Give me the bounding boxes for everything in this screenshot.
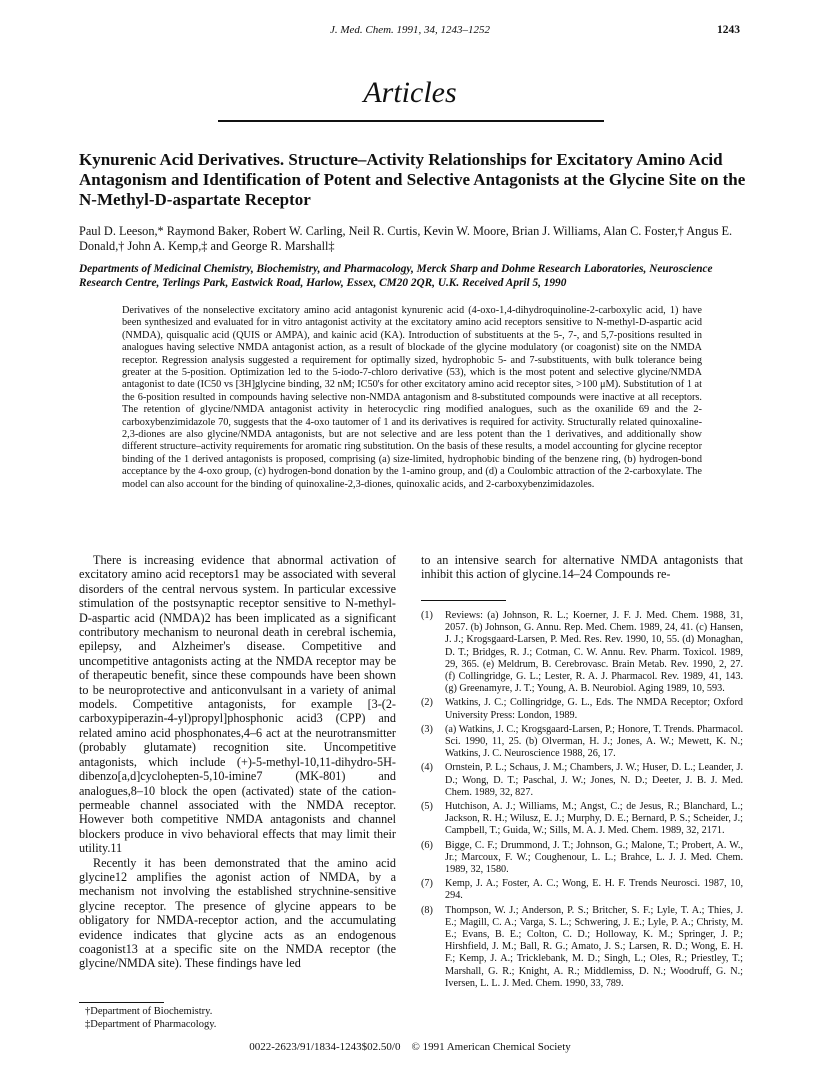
body-column-right: [421, 553, 743, 582]
footnote-divider: [79, 1002, 164, 1003]
reference-item: [421, 610, 743, 695]
reference-item: [421, 878, 743, 902]
reference-number: (2): [421, 697, 433, 709]
running-head: [0, 24, 820, 40]
section-divider: [218, 120, 604, 122]
reference-list: [421, 610, 743, 992]
references-divider: [421, 600, 506, 601]
body-column-left: [79, 553, 396, 971]
reference-number: (1): [421, 610, 433, 621]
reference-item: [421, 840, 743, 877]
body-paragraph: There is increasing evidence that abnormal activation of excitatory amino acid receptors1 may be associated with several disorders of the central nervous system. In particular excessive stimulation of the postsynaptic receptor sensitive to N-methyl-D-aspartic acid (NMDA)2 has been implicated as a significant contributory mechanism to neuronal death in cerebral ischemia, epilepsy, and Alzheimer's disease. Competitive and uncompetitive antagonists acting at the NMDA receptor may be of therapeutic benefit, since these compounds have been shown to be neuroprotective and anticonvulsant in a variety of animal models. Competitive antagonists, for example [3-(2-carboxypiperazin-4-yl)propyl]phosphonic acid3 (CPP) and related amino acid phosphonates,4–6 act at the neurotransmitter (probably glutamate) recognition site. Uncompetitive antagonists, which include (+)-5-methyl-10,11-dihydro-5H-dibenzo[a,d]cyclohepten-5,10-imine7 (MK-801) and analogues,8–10 block the open (activated) state of the cation-permeable channel associated with the NMDA receptor. However both competitive NMDA antagonists and channel blockers produce in vivo behavioral effects that may limit their utility.11: [79, 553, 396, 856]
page-number: 1243: [717, 24, 740, 36]
reference-text: Ornstein, P. L.; Schaus, J. M.; Chambers, J. W.; Huser, D. L.; Leander, J. D.; Wong, D. T.; Paschal, J. W.; Jones, N. D.; Deeter, J. B. J. Med. Chem. 1989, 32, 827.: [445, 762, 743, 798]
affiliation: Departments of Medicinal Chemistry, Biochemistry, and Pharmacology, Merck Sharp and Dohme Research Laboratories, Neuroscience Research Centre, Terlings Park, Eastwick Road, Harlow, Essex, CM20 2QR, U.K. Received April 5, 1990: [79, 263, 713, 289]
article-title: Kynurenic Acid Derivatives. Structure–Activity Relationships for Excitatory Amino Acid Antagonism and Identification of Potent and Selective Antagonists at the Glycine Site on the N-Methyl-D-aspartate Receptor: [79, 150, 746, 209]
copyright-notice: © 1991 American Chemical Society: [411, 1041, 571, 1053]
author-list: Paul D. Leeson,* Raymond Baker, Robert W. Carling, Neil R. Curtis, Kevin W. Moore, Brian J. Williams, Alan C. Foster,† Angus E. Donald,† John A. Kemp,‡ and George R. Marshall‡: [79, 224, 733, 253]
body-paragraph: to an intensive search for alternative NMDA antagonists that inhibit this action of glycine.14–24 Compounds re-: [421, 553, 743, 582]
body-paragraph: Recently it has been demonstrated that the amino acid glycine12 amplifies the agonist action of NMDA, by a mechanism not involving the established strychnine-sensitive glycine receptor. The presence of glycine appears to be obligatory for NMDA-receptor action, and the accumulating evidence indicates that glycine acts as an endogenous coagonist13 at a specific site on the NMDA receptor (the glycine/NMDA site). These findings have led: [79, 855, 396, 971]
reference-text: Kemp, J. A.; Foster, A. C.; Wong, E. H. F. Trends Neurosci. 1987, 10, 294.: [445, 878, 743, 902]
reference-number: (3): [421, 723, 433, 735]
journal-citation: J. Med. Chem. 1991, 34, 1243–1252: [329, 24, 491, 36]
reference-item: [421, 762, 743, 799]
reference-text: Hutchison, A. J.; Williams, M.; Angst, C.; de Jesus, R.; Blanchard, L.; Jackson, R. H.; Wilusz, E. J.; Murphy, D. E.; Bernard, P. S.; Scheider, J.; Campbell, T.; Guida, W.; Sills, M. A. J. Med. Chem. 1989, 32, 2171.: [445, 801, 743, 837]
reference-text: Bigge, C. F.; Drummond, J. T.; Johnson, G.; Malone, T.; Probert, A. W., Jr.; Marcoux, F. W.; Coughenour, L. L.; Brahce, L. J. J. Med. Chem. 1989, 32, 1580.: [445, 839, 743, 876]
section-title: Articles: [363, 76, 457, 109]
footnote: †Department of Biochemistry.: [85, 1006, 213, 1017]
reference-number: (8): [421, 904, 433, 916]
reference-text: (a) Watkins, J. C.; Krogsgaard-Larsen, P.; Honore, T. Trends. Pharmacol. Sci. 1990, 11, 25. (b) Olverman, H. J.; Jones, A. W.; Mewett, K. N.; Watkins, J. C. Neuroscience 1988, 26, 17.: [445, 723, 743, 760]
article-code: 0022-2623/91/1834-1243$02.50/0: [249, 1041, 401, 1053]
abstract: Derivatives of the nonselective excitatory amino acid antagonist kynurenic acid (4-oxo-1,4-dihydroquinoline-2-carboxylic acid, 1) have been synthesized and evaluated for in vitro antagonist activity at the excitatory amino acid receptors sensitive to N-methyl-D-aspartic acid (NMDA), quisqualic acid (QUIS or AMPA), and kainic acid (KA). Introduction of substituents at the 5-, 7-, and 5,7-positions resulted in analogues having selective NMDA antagonist action, as a result of blockade of the glycine modulatory (or coagonist) site on the NMDA receptor. Regression analysis suggested a requirement for optimally sized, hydrophobic 5- and 7-substituents, with bulk tolerance being greater at the 5-position. Optimization led to the 5-iodo-7-chloro derivative (53), which is the most potent and selective glycine/NMDA antagonist to date (IC50 vs [3H]glycine binding, 32 nM; IC50's for other excitatory amino acid receptor sites, >100 μM). Substitution of 1 at the 6-position resulted in compounds having selective non-NMDA antagonism and 8-substituted compounds were inactive at all receptors. The retention of glycine/NMDA antagonist activity in heterocyclic ring modified analogues, such as the oxanilide 69 and the 2-carboxybenzimidazole 70, suggests that the 4-oxo tautomer of 1 and its derivatives is required for activity. Structurally related quinoxaline-2,3-diones are also glycine/NMDA antagonists, but are not selective and are less potent than the 1 derivatives, and additionally show different structure–activity requirements for aromatic ring substitution. On the basis of these results, a model accounting for glycine receptor binding of the 1 derived antagonists is proposed, comprising (a) size-limited, hydrophobic binding of the benzene ring, (b) hydrogen-bond acceptance by the 4-oxo group, (c) hydrogen-bond donation by the 1-amino group, and (d) a Coulombic attraction of the 2-carboxylate. The model can also account for the binding of quinoxaline-2,3-diones, quinoxalic acids, and 2-carboxybenzimidazoles.: [122, 305, 702, 490]
reference-number: (7): [421, 878, 433, 890]
reference-number: (6): [421, 839, 433, 851]
reference-item: [421, 905, 743, 990]
reference-text: Thompson, W. J.; Anderson, P. S.; Britcher, S. F.; Lyle, T. A.; Thies, J. E.; Magill, C. A.; Varga, S. L.; Schwering, J. E.; Lyle, P. A.; Christy, M. E.; Evans, B. E.; Colton, C. D.; Holloway, K. M.; Springer, J. P.; Hirshfield, J. M.; Ball, R. G.; Amato, J. S.; Larsen, R. D.; Wong, E. H. F.; Kemp, J. A.; Tricklebank, M. D.; Singh, L.; Oles, R.; Priestley, T.; Marshall, G. R.; Knight, A. R.; Middlemiss, D. N.; Woodruff, G. N.; Iversen, L. L. J. Med. Chem. 1990, 33, 789.: [445, 904, 743, 989]
footnotes: [79, 1006, 396, 1031]
reference-item: [421, 801, 743, 838]
copyright-line: [0, 1041, 820, 1053]
reference-item: [421, 724, 743, 761]
reference-item: [421, 697, 743, 721]
reference-text: Watkins, J. C.; Collingridge, G. L., Eds. The NMDA Receptor; Oxford University Press: London, 1989.: [445, 697, 743, 721]
reference-number: (5): [421, 801, 433, 813]
reference-number: (4): [421, 762, 433, 774]
footnote: ‡Department of Pharmacology.: [85, 1018, 217, 1030]
reference-text: Reviews: (a) Johnson, R. L.; Koerner, J. F. J. Med. Chem. 1988, 31, 2057. (b) Johnson, G. Annu. Rep. Med. Chem. 1989, 24, 41. (c) Hansen, J. J.; Krogsgaard-Larsen, P. Med. Res. Rev. 1990, 10, 55. (d) Monaghan, D. T.; Bridges, R. J.; Cotman, C. W. Annu. Rev. Pharm. Toxicol. 1989, 29, 365. (e) Meldrum, B. Cerebrovasc. Brain Metab. Rev. 1990, 2, 27. (f) Collingridge, G. L.; Lester, R. A. J. Pharmacol. Rev. 1989, 41, 143. (g) Greenamyre, J. T.; Young, A. B. Neurobiol. Aging 1989, 10, 593.: [445, 610, 743, 695]
